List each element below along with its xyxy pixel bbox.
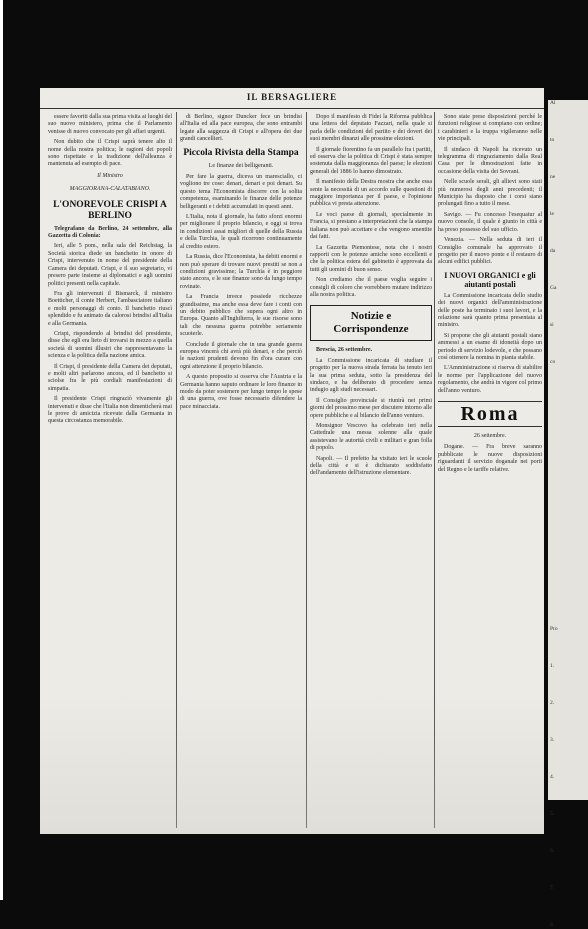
fragment-line: 5.	[550, 811, 555, 817]
dateline: Brescia, 26 settembre.	[316, 347, 373, 354]
article-paragraph: Il Crispi, il presidente della Camera dei deputati, e molti altri parlarono ancora, ed il banchetto si sciolse fra le più cordiali manifestazioni di simpatia.	[48, 363, 172, 392]
article-paragraph: Il giornale fiorentino fa un parallelo fra i partiti, ed osserva che la politica di Crispi è stata sempre sostenuta dalla maggioranza del paese; le elezioni generali del 1886 lo hanno dimostrato.	[310, 146, 432, 175]
fragment-line: 3.	[550, 737, 555, 743]
masthead	[40, 88, 544, 109]
adjacent-page-fragment	[548, 100, 588, 928]
section-headline-roma: Roma	[438, 401, 542, 427]
article-paragraph: Venezia. — Nella seduta di ieri il Consiglio comunale ha approvato il progetto per il nuovo ponte e il restauro di alcuni edifici pubblici.	[438, 237, 542, 266]
article-paragraph: Dogane. — Fra breve saranno pubblicate le nuove disposizioni riguardanti il servizio doganale nei porti del Regno e le tariffe relative.	[438, 444, 542, 473]
article-paragraph: L'Amministrazione si riserva di stabilire le norme per l'applicazione del nuovo regolamento, che andrà in vigore col primo dell'anno venturo.	[438, 365, 542, 394]
article-paragraph: La Gazzetta Piemontese, nota che i nostri rapporti con le potenze amiche sono eccellenti e che la politica estera del gabinetto è approvata da tutti gli uomini di buon senso.	[310, 244, 432, 273]
fragment-line: 8.	[550, 922, 555, 928]
fragment-line: ne	[550, 174, 556, 180]
scan-edge	[0, 0, 3, 900]
fragment-line: to	[550, 137, 555, 143]
column-1	[48, 114, 172, 826]
article-paragraph: Crispi, rispondendo al brindisi del presidente, disse che egli era lieto di trovarsi in mezzo a quella società di uomini illustri che rappresentavano la scienza e la politica della nazione amica.	[48, 330, 172, 360]
article-paragraph: Il presidente Crispi ringraziò vivamente gli intervenuti e disse che l'Italia non dimenticherà mai le prove di amicizia ricevute dalla Germania in questa circostanza memorabile.	[48, 396, 172, 425]
fragment-line: 1.	[550, 663, 555, 669]
column-3	[310, 114, 432, 826]
dateline: 26 settembre.	[473, 433, 507, 439]
section-headline: I NUOVI ORGANICI e gli aiutanti postali	[444, 270, 536, 289]
fragment-line: da	[550, 248, 556, 254]
article-paragraph: essere favoriti dalla sua prima visita ai luoghi del suo nuovo ministero, prima che il Parlamento venisse di nuovo convocato per gli affari urgenti.	[48, 114, 172, 135]
article-paragraph: Non crediamo che il paese voglia seguire i consigli di coloro che vorrebbero mutare indirizzo alla nostra politica.	[310, 277, 432, 298]
article-paragraph: Conclude il giornale che in una grande guerra europea vincerà chi avrà più denari, e che perciò le nazioni prudenti devono fin d'ora curare con ogni attenzione il proprio bilancio.	[180, 341, 302, 370]
fragment-line: si	[550, 322, 554, 328]
article-paragraph: A questo proposito si osserva che l'Austria e la Germania hanno saputo ordinare le loro finanze in modo da poter sostenere per lungo tempo le spese di una guerra, ove fosse necessario difendere la pace minacciata.	[180, 374, 302, 410]
article-paragraph: di Berlino, signor Duncker fece un brindisi all'Italia ed alla pace europea, che sono entrambi legate alla saggezza di Crispi e all'opera dei due grandi cancellieri.	[180, 114, 302, 143]
section-headline: Notizie e Corrispondenze	[310, 305, 432, 341]
page-title: IL BERSAGLIERE	[246, 92, 338, 102]
column-divider	[434, 112, 435, 828]
article-paragraph: La Commissione incaricata dello studio dei nuovi organici dell'amministrazione delle poste ha terminato i suoi lavori, e la relazione sarà quanto prima presentata al ministro.	[438, 292, 542, 329]
newspaper-page	[40, 88, 544, 834]
column-divider	[306, 112, 307, 828]
signature-name: MAGGIORANA-CALATABIANO.	[69, 186, 151, 193]
article-paragraph: Sono state prese disposizioni perché le funzioni religiose si compiano con ordine; i carabinieri e la truppa vigileranno nelle vie principali.	[438, 114, 542, 143]
article-paragraph: La Francia invece possiede ricchezze grandissime, ma anche essa deve fare i conti con un debito pubblico che supera ogni altro in Europa. Quanto all'Inghilterra, le sue risorse sono tali che nessuna guerra potrebbe seriamente scuoterle.	[180, 294, 302, 338]
article-paragraph: Si propone che gli aiutanti postali siano ammessi a un esame di idoneità dopo un periodo di servizio lodevole, e che possano così ottenere la nomina in pianta stabile.	[438, 332, 542, 361]
article-paragraph: Il Consiglio provinciale si riunirà nei primi giorni del prossimo mese per discutere intorno alle opere pubbliche e al bilancio dell'anno venturo.	[310, 397, 432, 419]
article-paragraph: Savigo. — Fu concesso l'esequatur al nuovo console, il quale è giunto in città e ha preso possesso del suo ufficio.	[438, 211, 542, 233]
column-divider	[176, 112, 177, 828]
article-paragraph: La Commissione incaricata di studiare il progetto per la nuova strada ferrata ha tenuto ieri la sua prima seduta, sotto la presidenza del sindaco, e ha deliberato di procedere senza indugio agli studi necessari.	[310, 357, 432, 394]
section-headline: Piccola Rivista della Stampa	[183, 147, 299, 158]
article-paragraph: La Russia, dice l'Economista, ha debiti enormi e non può sperare di trovare nuovi prestiti se non a condizioni gravissime; la Turchia è in peggiore stato ancora, e le sue finanze sono da lungo tempo rovinate.	[180, 254, 302, 290]
article-lead: Telegrafano da Berlino, 24 settembre, alla Gazzetta di Colonia:	[48, 225, 172, 240]
article-paragraph: Ieri, alle 5 pom., nella sala del Reichstag, la Società storica diede un banchetto in onore di Crispi, intervenuto in nome del presidente della Camera dei deputati. Crispi, e il suo segretario, vi presero parte insieme ai diplomatici e agli uomini politici presenti nella capitale.	[48, 243, 172, 287]
fragment-line: Al	[550, 100, 556, 106]
article-paragraph: Monsignor Vescovo ha celebrato ieri nella Cattedrale una messa solenne alla quale assistevano le autorità civili e militari e gran folla di popolo.	[310, 423, 432, 452]
article-paragraph: Il manifesto della Destra mostra che anche essa sente la necessità di un accordo sulle questioni di maggiore importanza per il paese, e l'opinione pubblica vi presta attenzione.	[310, 179, 432, 208]
fragment-line: 2.	[550, 700, 555, 706]
article-paragraph: Il sindaco di Napoli ha ricevuto un telegramma di ringraziamento dalla Real Casa per le dimostrazioni fatte in occasione della visita dei Sovrani.	[438, 146, 542, 175]
column-4	[438, 114, 542, 826]
article-paragraph: Dopo il manifesto di Fidei la Riforma pubblica una lettera del deputato Fazzari, nella quale si parla delle condizioni del partito e dei doveri dei suoi membri dinanzi alle prossime elezioni.	[310, 114, 432, 143]
article-paragraph: L'Italia, nota il giornale, ha fatto sforzi enormi per migliorare il proprio bilancio, e oggi si trova in condizioni assai migliori di quelle della Russia e della Turchia, le quali ricorrono continuamente al credito estero.	[180, 214, 302, 250]
article-paragraph: Le voci paese di giornali, specialmente in Francia, si prestano a interpretazioni che la stampa italiana non può accettare e che vengono smentite dai fatti.	[310, 211, 432, 241]
fragment-line: 7.	[550, 885, 555, 891]
article-paragraph: Napoli. — Il prefetto ha visitato ieri le scuole della città e si è dichiarato soddisfatto dell'andamento dell'istruzione elementare.	[310, 455, 432, 477]
subheading: Le finanze dei belligeranti.	[208, 162, 274, 169]
fragment-line: 4.	[550, 774, 555, 780]
fragment-line: Pro	[550, 626, 558, 632]
signature-title: Il Ministro	[97, 172, 123, 179]
fragment-line: Ga	[550, 285, 557, 291]
fragment-line: co	[550, 359, 556, 365]
article-paragraph: Per fare la guerra, diceva un maresciallo, ci vogliono tre cose: denari, denari e poi denari. Su questo tema l'Economista discorre con la solita competenza, esaminando le finanze delle potenze belligeranti e i debiti accumulati in questi anni.	[180, 174, 302, 210]
article-paragraph: Fra gli intervenuti il Bismarck, il ministro Boetticher, il conte Herbert, l'ambasciatore italiano e molti personaggi di conto. Il banchetto riuscì splendido e fu animato da calorosi brindisi all'Italia e alla Germania.	[48, 290, 172, 327]
fragment-line: 6.	[550, 848, 555, 854]
fragment-line: le	[550, 211, 554, 217]
article-headline: L'ONOREVOLE CRISPI A BERLINO	[53, 199, 167, 221]
column-2	[180, 114, 302, 826]
article-paragraph: Nelle scuole serali, gli allievi sono stati più numerosi degli anni precedenti; il Municipio ha disposto che i corsi siano prolungati fino a tutto il mese.	[438, 179, 542, 208]
article-paragraph: Non dubito che il Crispi saprà tenere alto il nome della nostra politica; le ragioni dei popoli sono rispettate e la tradizione dell'alleanza è mantenuta ad esempio di pace.	[48, 139, 172, 168]
